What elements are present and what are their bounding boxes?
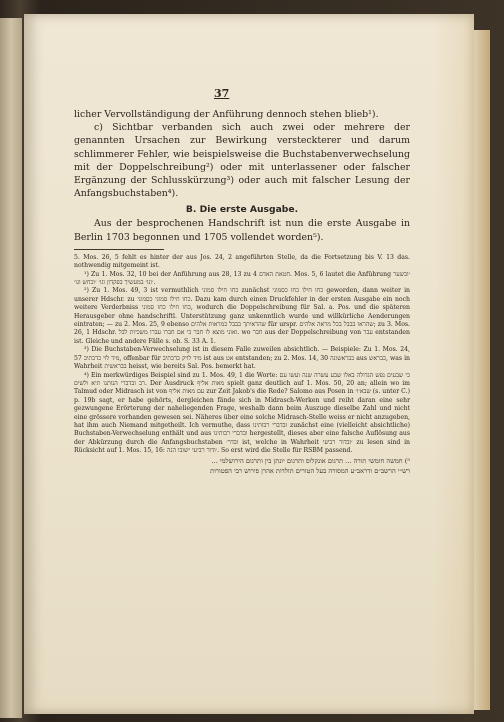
footnote-5: ⁵) חמשה חומשי תורה ... תרגום אונקלוס ותרגום יונתן בין ותרגום הירושלמי ... <box>211 456 410 465</box>
adjacent-page-edge <box>0 18 22 718</box>
footnote-1: ¹) Zu 1. Mos. 32, 10 bei der Anführung aus 28, 13 zu חטאת האדם 4. Mos. 5, 6 lautet die Anführung ׳ובשער ׳ונו׳ במעשיך בפקדון וגו׳ ׳וכחש וגו׳. <box>74 270 410 287</box>
footnote-4: ⁴) Ein merkwürdiges Beispiel sind zu 1. Mos. 49, 1 die Worte: כי שבעים נפש הגדולה באלו שבע עשרה שנה ועשו עם רב ובדברי הנותנו תיא ולשים. Der Ausdruck מאות אליף spielt ganz deutlich auf 1. Mos. 50, 20 an; allein wo im Talmud oder Midrasch ist von עם מאות אליף zur Zeit Jakob's die Rede? Salomo aus Posen in שבא׳ו׳ (s. unter C.) p. 19b sagt, er habe gehörts, dergleichen fände sich in Midrasch-Werken und reiht daran eine sehr gezwungene Erörterung der naheliegenden Frage, weshalb dann beim Auszuge dieselbe Zahl und nicht eine grössere vorhanden gewesen sei. Näheres über eine solche Midrasch-Stelle weiss er nicht anzugeben, hat ihm auch Niemand mitgetheilt. Ich vermuthe, dass ובדברי רבותינו zunächst eine (vielleicht absichtliche) Buchstaben-Verwechselung enthält und aus ובדברי רבותינו hergestellt, dieses aber eine falsche Auflösung aus der Abkürzung durch die Anfangsbuchstaben ובדר׳ ist, welche in Wahrheit ׳ובדור רביעי zu lesen sind in Rücksicht auf 1. Mos. 15, 16: ׳ודור רביעי ישובו הנה. So erst wird die Stelle für RSBM passend. <box>74 371 411 455</box>
page-stain <box>434 14 474 714</box>
page-number: 37 <box>214 87 230 100</box>
footnote-divider <box>74 249 164 250</box>
footnote-5-continuation: רש״י הרשב״ם ודראב״ע המסורה בעל הטורים תולדות אהרן פירוש רבי הפטורות <box>210 466 410 475</box>
book-page <box>24 14 474 714</box>
body-paragraph-3: Aus der besprochenen Handschrift ist nun die erste Ausgabe in Berlin 1703 begonnen und 1705 vollendet worden⁵). <box>74 218 410 243</box>
body-paragraph-1: licher Vervollständigung der Anführung dennoch stehen blieb¹). <box>74 109 379 120</box>
body-paragraph-2: c) Sichtbar verbanden sich auch zwei oder mehrere der genannten Ursachen zur Bewirkung versteckterer und darum schlimmerer Fehler, wie beispielsweise die Buchstabenverwechselung mit der Doppelschreibung²) oder mit unterlassener oder falscher Ergänzung der Schlusskürzung³) oder auch mit falscher Lesung der Anfangsbuchstaben⁴). <box>74 122 410 200</box>
page-content <box>74 108 410 476</box>
footnote-continuation: 5. Mos. 26, 5 fehlt es hinter der aus Jos. 24, 2 angeführten Stelle, da die Fortsetzung bis V. 13 das. nothwendig mitgemeint ist. <box>74 253 410 270</box>
section-heading: B. Die erste Ausgabe. <box>185 204 299 216</box>
footnote-3: ³) Die Buchstaben-Verwechselung ist in diesem Falle zuweilen absichtlich. — Beispiele: Zu 1. Mos. 24, 57 מיד לוי כדכתיב, offenbar für מיד לויק כדכתיב ist aus אט entstanden; zu 2. Mos. 14, 30 כבראשונה aus כבראש, was in Wahrheit בבראשית heisst, wie bereits Sal. Pos. bemerkt hat. <box>74 346 410 371</box>
footnote-2: ²) Zu 1. Mos. 49, 3 ist vermuthlich כחו חילו סמוני zunächst כחו חילו כחו כסמוני geworden, dann weiter in unserer Hdschr. zu כחו חילו סמוני כסמוני. Dazu kam durch einen Druckfehler in der ersten Ausgabe ein noch weitere Verderbniss כחו חילו כחו סמוני, wodurch die Doppelschreibung für Sal. a. Pos. und die späteren Herausgeber ohne handschriftl. Unterstützung ganz unkenntlich wurde und willkürliche Aenderungen eintraten; — zu 2. Mos. 25, 9 ebenso שהראיתך בבבל כמראות אלהים für urspr. שהראו בבבל בכל מראה אלהים; zu 3. Mos. 26, 1 Hdschr. ואוני מוצא לו חבר כי אם חברו עברו משכיות לבל. wo חבר aus der Doppelschreibung von עבר entstanden ist. Gleiche und andere Fälle s. ob. S. 33 A. 1. <box>74 287 411 345</box>
